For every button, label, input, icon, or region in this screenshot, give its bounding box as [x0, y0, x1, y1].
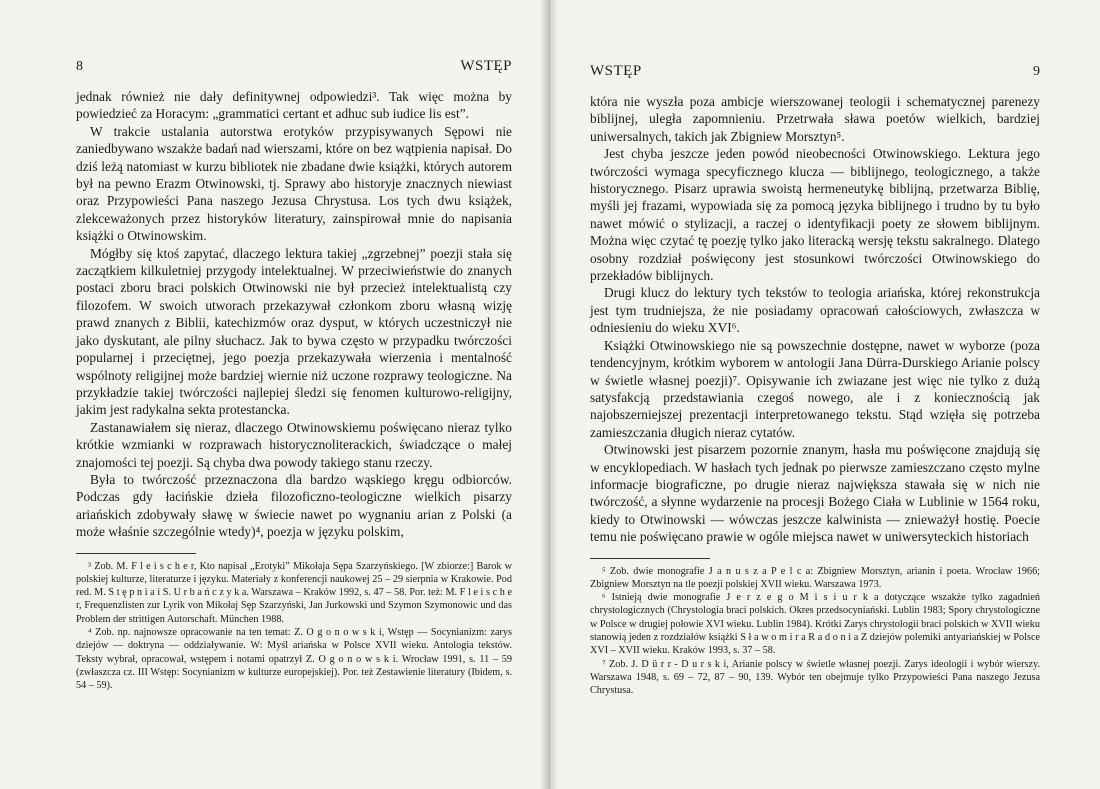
paragraph: która nie wyszła poza ambicje wierszowanej teologii i schematycznej parenezy biblijnej, uległa zapomnieniu. Przetrwała sława poetów wielkich, bardziej uniwersalnych, takich jak Zbigniew Morsztyn⁵.: [590, 94, 1040, 144]
footnote: ³ Zob. M. F l e i s c h e r, Kto napisał „Erotyki” Mikołaja Sępa Szarzyńskiego. [W zbiorze:] Barok w polskiej kulturze, literaturze i języku. Materiały z konferencji naukowej 25 – 29 sierpnia w Krakowie. Pod red. M. S t ę p n i a i S. U r b a ń c z y k a. Warszawa – Kraków 1992, s. 47 – 58. Por. też: M. F l e i s c h e r, Frequenzlisten zur Lyrik von Mikołaj Sęp Szarzyński, Jan Jurkowski und Szymon Szymonowic und das Problem der strittigen Autorschaft. München 1988.: [76, 560, 512, 625]
page-number: 8: [76, 59, 83, 74]
paragraph: Zastanawiałem się nieraz, dlaczego Otwinowskiemu poświęcano nieraz tylko krótkie wzmianki w rozprawach historycznoliterackich, świadczące o małej znajomości tej poezji. Są chyba dwa powody takiego stanu rzeczy.: [76, 419, 512, 470]
paragraph: Mógłby się ktoś zapytać, dlaczego lektura takiej „zgrzebnej” poezji stała się zaczątkiem kilkuletniej przygody intelektualnej. W przeciwieństwie do znanych postaci zboru braci polskich Otwinowski nie był przecież intelektualistą czy filozofem. W swoich utworach przekazywał członkom zboru własną wizję prawd znanych z Biblii, katechizmów oraz dysput, w których uczestniczył nie jako dyskutant, ale pilny słuchacz. Jak to bywa często w przypadku twórczości popularnej i przeciętnej, jego poezja przekazywała wierzenia i mentalność wspólnoty religijnej może bardziej wiernie niż uczone rozprawy teologiczne. Na przykładzie takiej twórczości najlepiej śledzi się fenomen kulturowo-religijny, jakim jest radykalna sekta protestancka.: [76, 245, 512, 418]
page-header: [590, 63, 1040, 80]
footnotes: [76, 560, 512, 693]
paragraph: Jest chyba jeszcze jeden powód nieobecności Otwinowskiego. Lektura jego twórczości wymaga specyficznego klucza — biblijnego, teologicznego, a także historycznego. Pisarz uprawia swoistą hermeneutykę biblijną, przetwarza Biblię, myśli jej frazami, wypowiada się za pomocą języka biblijnego i trudno by tu było nawet mówić o stylizacji, a raczej o identyfikacji poety ze słowem biblijnym. Można więc czytać tę poezję tylko jako literacką wersję tekstu sakralnego. Dlatego osobny rozdział poświęcony jest stosunkowi twórczości Otwinowskiego do przekładów biblijnych.: [590, 146, 1040, 284]
right-page: [548, 0, 1100, 789]
footnote: ⁷ Zob. J. D ü r r - D u r s k i, Arianie polscy w świetle własnej poezji. Zarys ideologii i wybór wierszy. Warszawa 1948, s. 69 – 72, 87 – 90, 139. Wybór ten obejmuje tylko Przypowieści Pana naszego Jezusa Chrystusa.: [590, 658, 1040, 697]
running-head: WSTĘP: [460, 58, 512, 74]
paragraph: Drugi klucz do lektury tych tekstów to teologia ariańska, której rekonstrukcja jest tym trudniejsza, że nie posiadamy opracowań całościowych, zwłaszcza w odniesieniu do wieku XVI⁶.: [590, 285, 1040, 336]
footnote: ⁵ Zob. dwie monografie J a n u s z a P e l c a: Zbigniew Morsztyn, arianin i poeta. Wrocław 1966; Zbigniew Morsztyn na tle poezji polskiej XVII wieku. Warszawa 1973.: [590, 565, 1040, 590]
page-header: [76, 58, 512, 75]
footnote-rule: [590, 558, 710, 559]
footnote-rule: [76, 553, 196, 554]
body-text: [76, 88, 512, 541]
page-number: 9: [1033, 64, 1040, 79]
body-text: [590, 93, 1040, 546]
paragraph: Książki Otwinowskiego nie są powszechnie dostępne, nawet w wyborze (poza tendencyjnym, krótkim wyborem w antologii Jana Dürra-Durskiego Arianie polscy w świetle własnej poezji)⁷. Opisywanie ich zwiazane jest więc nie tylko z dużą satysfakcją przedstawiania czegoś nowego, ale i z koniecznością jak najobszerniejszej prezentacji interpretowanego tekstu. Stąd wzięła się potrzeba zamieszczania długich nieraz cytatów.: [590, 337, 1040, 440]
paragraph: Była to twórczość przeznaczona dla bardzo wąskiego kręgu odbiorców. Podczas gdy łacińskie dzieła filozoficzno-teologiczne wielkich pisarzy ariańskich zdobywały sławę w świecie nawet po wygnaniu arian z Polski (a może właśnie szczególnie wtedy)⁴, poezja w języku polskim,: [76, 471, 512, 540]
paragraph: W trakcie ustalania autorstwa erotyków przypisywanych Sępowi nie zaniedbywano wszakże badań nad wierszami, które on bez wątpienia napisał. Do dziś leżą natomiast w kurzu bibliotek nie zbadane dwie książki, których autorem był na pewno Erazm Otwinowski, tj. Sprawy abo historyje znacznych niewiast oraz Przypowieści Pana naszego Jezusa Chrystusa. Los tych dwu książek, zlekceważonych przez historyków literatury, zainspirował mnie do napisania książki o Otwinowskim.: [76, 123, 512, 244]
footnote: ⁶ Istnieją dwie monografie J e r z e g o M i s i u r k a dotyczące wszakże tylko zagadnień chrystologicznych (Chrystologia braci polskich. Okres przedsocyniański. Lublin 1983; Spory chrystologiczne w Polsce w drugiej połowie XVI wieku. Lublin 1984). Krótki Zarys chrystologii braci polskich w XVII wieku stanowią jeden z rozdziałów książki S ł a w o m i r a R a d o n i a Z dziejów polemiki antyariańskiej w Polsce XVI – XVII wieku. Kraków 1993, s. 37 – 58.: [590, 592, 1040, 657]
running-head: WSTĘP: [590, 63, 642, 79]
footnotes: [590, 565, 1040, 698]
book-gutter: [540, 0, 558, 789]
paragraph: jednak również nie dały definitywnej odpowiedzi³. Tak więc można by powiedzieć za Horacym: „grammatici certant et adhuc sub iudice lis est”.: [76, 89, 512, 122]
left-page: [0, 0, 548, 789]
paragraph: Otwinowski jest pisarzem pozornie znanym, hasła mu poświęcone znajdują się w encyklopediach. W hasłach tych jednak po pierwsze zamieszczano często mylne informacje biograficzne, po drugie nieraz największa stawała się w nich nie twórczość, a słynne wydarzenie na procesji Bożego Ciała w Lublinie w 1564 roku, kiedy to Otwinowski — wówczas jeszcze kalwinista — znieważył hostię. Poecie temu nie poświęcano prawie w ogóle miejsca nawet w uniwersyteckich historiach: [590, 442, 1040, 545]
footnote: ⁴ Zob. np. najnowsze opracowanie na ten temat: Z. O g o n o w s k i, Wstęp — Socynianizm: zarys dziejów — doktryna — oddziaływanie. W: Myśl ariańska w Polsce XVII wieku. Antologia tekstów. Teksty wybrał, opracował, wstępem i notami opatrzył Z. O g o n o w s k i. Wrocław 1991, s. 11 – 59 (zwłaszcza cz. III Wstęp: Socynianizm w kulturze europejskiej). Por. też Zestawienie literatury (Ibidem, s. 54 – 59).: [76, 627, 512, 692]
